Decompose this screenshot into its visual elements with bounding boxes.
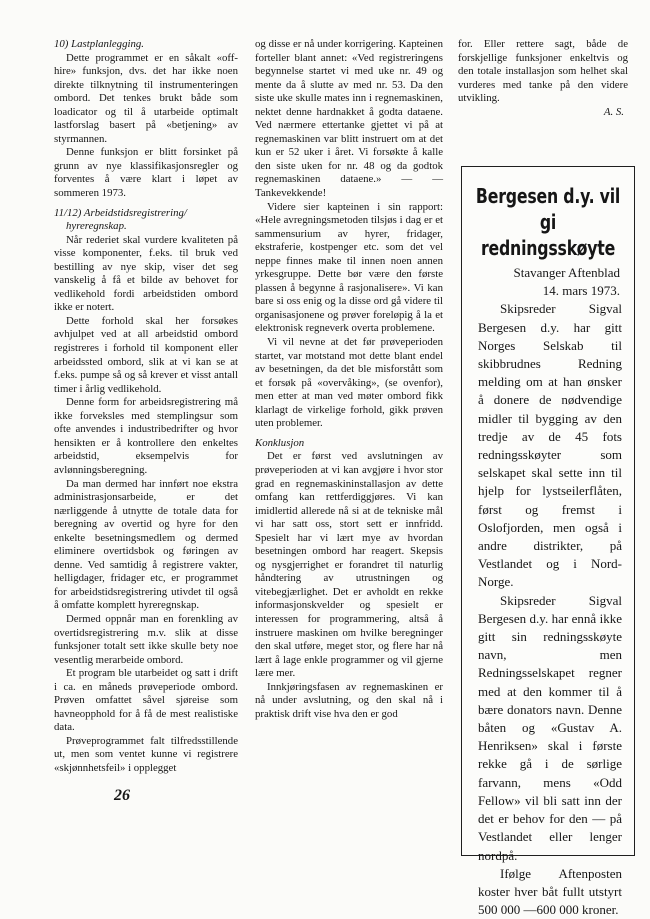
box-source: Stavanger Aftenblad xyxy=(513,265,620,280)
paragraph: Innkjøringsfasen av regnemaskinen er nå under avslutning, og den skal nå i praktisk drift vise hva den er god xyxy=(255,680,443,720)
paragraph: og disse er nå under korrigering. Kapteinen forteller blant annet: «Ved registreringens begynnelse startet vi med uke nr. 49 og mente da å slutte av med nr. 53. Da den siste uke skulle mates inn i regnemaskinen, nektet denne hardnakket å godta dataene. Ved nærmere ettertanke gjettet vi på at regnemaskinen var blitt instruert om at det kun er 52 uker i året. Vi forsøkte å kalle den siste uken for nr. 48 og da godtok regnemaskinen dataene.» — — Tankevekkende! xyxy=(255,38,443,200)
article-column-1 xyxy=(54,38,238,776)
paragraph: Dette forhold skal her forsøkes avhjulpet ved at all arbeidstid ombord registreres i forhold til komponent eller arbeidssted ombord, slik at vi kan se at f.eks. pumpe så og så krever et visst antall timer i årlig vedlikehold. xyxy=(54,314,238,395)
page-number: 26 xyxy=(114,787,130,804)
paragraph: Dermed oppnår man en forenkling av overtidsregistrering m.v. slik at disse funksjoner totalt sett ikke skulle bety noe vesentlig merarbeide ombord. xyxy=(54,612,238,666)
box-source-date: 14. mars 1973. xyxy=(542,283,620,299)
paragraph: Det er først ved avslutningen av prøveperioden at vi kan avgjøre i hvor stor grad en regnemaskininstallasjon av dette omfang kan rettferdiggjøres. Vi kan imidlertid allerede nå si at de tekniske mål vi har satt oss, stort sett er innfridd. Spesielt har vi lært mye av hvordan besetningen ombord har reagert. Skepsis og nysgjerrighet er forandret til naturlig håndtering av utrustningen og vitebegjærlighet. Det er avholdt en rekke informasjonskvelder og spesielt er interessen for programmering, altså å instruere maskinen om hvilke beregninger den skal utføre, meget stor, og flere har nå lært å lage enkle programmer og vil gjerne lære mer. xyxy=(255,450,443,680)
paragraph: Et program ble utarbeidet og satt i drift i ca. en måneds prøveperiode ombord. Prøven omfattet såvel sjøreise som havneopphold for å få de mest realistiske data. xyxy=(54,667,238,734)
paragraph: Prøveprogrammet falt tilfredsstillende ut, men som ventet kunne vi registrere «skjønnhetsfeil» i opplegget xyxy=(54,734,238,774)
news-box xyxy=(461,166,635,918)
paragraph: Vi vil nevne at det før prøveperioden startet, var motstand mot dette blant endel av besetningen, da det ble misforstått som et forsøk på «overvåking», (se ovenfor), men etter at man ved møter ombord fikk klarlagt de virkelige forhold, gikk prøven uten problemer. xyxy=(255,336,443,430)
paragraph: Skipsreder Sigval Bergesen d.y. har gitt Norges Selskab til skibbrudnes Redning melding om at han ønsker å donere de nødvendige midler til bygging av den tredje av de 45 fots redningsskøyter som selskapet skal sette inn til hjelp for lystseilerflåten, først og fremst i Oslofjorden, men også i andre distrikter, på Vestlandet og i Nord-Norge. xyxy=(478,301,622,590)
article-column-2 xyxy=(255,38,443,721)
paragraph: Denne form for arbeidsregistrering må ikke forveksles med stemplingsur som ofte anvendes i industribedrifter og hvor hensikten er å kontrollere den enkeltes arbeidstid, eksempelvis for avlønningsberegning. xyxy=(54,396,238,476)
paragraph: Da man dermed har innført noe ekstra administrasjonsarbeide, er det nærliggende å utnytte de totale data for beregning av overtid og hyre for den enkelte besetningsmedlem og dermed eliminere overtidsbok og føringen av denne. Ved samtidig å registrere vakter, helligdager, fridager etc, er programmet for arbeidstidsregistrering utivdet til også å omfatte komplett hyreregnskap. xyxy=(54,477,238,612)
section-heading-arbeidstid-cont: hyreregnskap. xyxy=(66,220,127,233)
paragraph: Skipsreder Sigval Bergesen d.y. har ennå ikke gitt sin redningsskøyte navn, men Redningsselskapet regner med at den kommer til å bære donators navn. Denne båten og «Gustav A. Henriksen» skal i første rekke gå i de sørlige farvann, mens «Odd Fellow» vil bli satt inn der det er behov for den — på Vestlandet eller lenger nordpå. xyxy=(478,592,622,863)
section-heading-lastplanlegging: 10) Lastplanlegging. xyxy=(54,38,144,50)
author-signature: A. S. xyxy=(603,105,624,118)
box-body xyxy=(462,264,634,919)
paragraph: Videre sier kapteinen i sin rapport: «Hele avregningsmetoden tilsjøs i dag er et sammensurium av hyrer, fridager, ekstraferie, kostpenger etc. som det vel neppe finnes make til innen noen annen yrkesgruppe. Dette bør være den første plassen å begynne å rasjonalisere». Vi kan bare si oss enig og la disse ord gå videre til organisasjonene og prøver foreløpig å la et elektronisk regneverk overta problemene. xyxy=(255,200,443,335)
section-heading-arbeidstid: 11/12) Arbeidstidsregistrering/ xyxy=(54,206,187,219)
article-column-3 xyxy=(458,38,628,119)
paragraph: for. Eller rettere sagt, både de forskjellige funksjoner enkeltvis og den totale installasjon som helhet skal vurderes med tanke på den videre utvikling. xyxy=(458,38,628,105)
paragraph: Denne funksjon er blitt forsinket på grunn av nye klassifikasjonsregler og forventes å være klart i løpet av sommeren 1973. xyxy=(54,146,238,200)
paragraph: Når rederiet skal vurdere kvaliteten på visse komponenter, f.eks. til bruk ved bestilling av nye skip, viser det seg vanskelig å få et bilde av behovet for vedlikehold fordi arbeidstiden ombord ikke er notert. xyxy=(54,233,238,314)
paragraph: Ifølge Aftenposten koster hver båt fullt utstyrt 500 000 —600 000 kroner. xyxy=(478,865,622,918)
box-headline: Bergesen d.y. vil gi redningsskøyte xyxy=(475,185,621,261)
paragraph: Dette programmet er en såkalt «off-hire» funksjon, dvs. det har ikke noen direkte tilknytning til instrumenteringen ombord. Det tenkes brukt både som loadicator og til å utarbeide optimalt lastforslag basert på «betjening» av styrmannen. xyxy=(54,51,238,145)
section-heading-konklusjon: Konklusjon xyxy=(255,436,305,449)
